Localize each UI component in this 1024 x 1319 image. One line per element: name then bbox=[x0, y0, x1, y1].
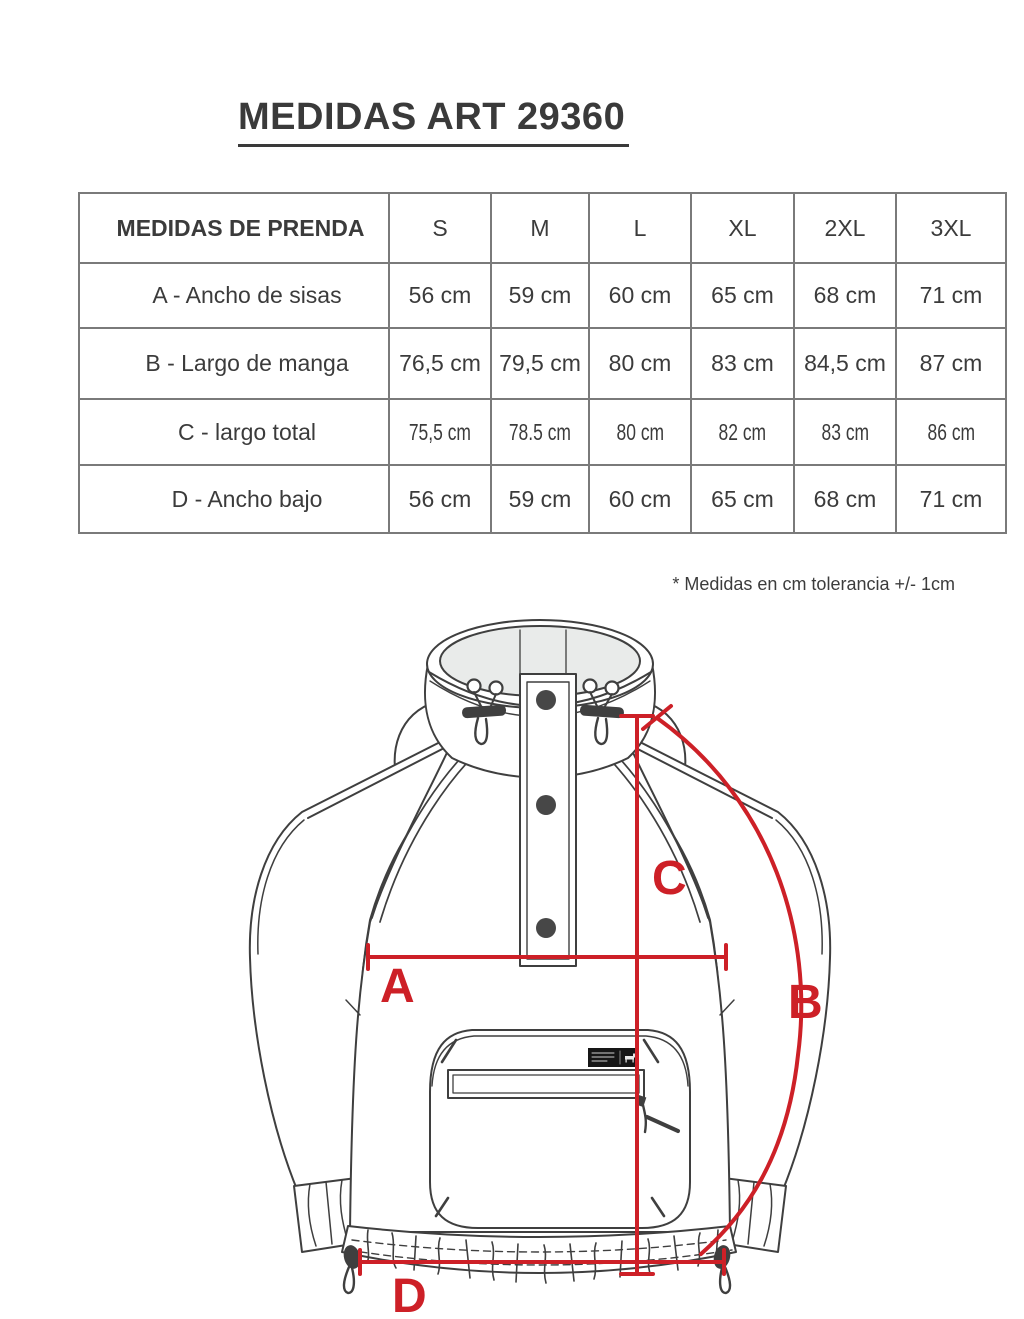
row-a-value-2xl: 68 cm bbox=[794, 263, 896, 328]
snap-button bbox=[536, 918, 556, 938]
row-c-value-xl: 82 cm bbox=[691, 399, 794, 465]
kangaroo-pocket bbox=[430, 1030, 690, 1228]
row-c-value-l: 80 cm bbox=[589, 399, 691, 465]
row-a-label: A - Ancho de sisas bbox=[79, 263, 389, 328]
table-row-b bbox=[79, 328, 1006, 399]
size-header-2xl: 2XL bbox=[794, 193, 896, 263]
garment-diagram bbox=[0, 615, 1024, 1319]
table-row-c bbox=[79, 399, 1006, 465]
page-title: MEDIDAS ART 29360 bbox=[238, 96, 629, 147]
label-a: A bbox=[380, 960, 415, 1013]
row-d-value-m: 59 cm bbox=[491, 465, 589, 533]
row-d-value-xl: 65 cm bbox=[691, 465, 794, 533]
row-d-value-3xl: 71 cm bbox=[896, 465, 1006, 533]
row-d-value-s: 56 cm bbox=[389, 465, 491, 533]
row-d-value-l: 60 cm bbox=[589, 465, 691, 533]
size-header-3xl: 3XL bbox=[896, 193, 1006, 263]
size-header-xl: XL bbox=[691, 193, 794, 263]
placket bbox=[520, 674, 576, 966]
snap-button bbox=[536, 795, 556, 815]
size-header-m: M bbox=[491, 193, 589, 263]
table-row-a bbox=[79, 263, 1006, 328]
pocket-zipper bbox=[448, 1070, 644, 1098]
size-header-s: S bbox=[389, 193, 491, 263]
row-c-value-m: 78.5 cm bbox=[491, 399, 589, 465]
tolerance-footnote: * Medidas en cm tolerancia +/- 1cm bbox=[672, 574, 955, 594]
row-d-label: D - Ancho bajo bbox=[79, 465, 389, 533]
row-d-value-2xl: 68 cm bbox=[794, 465, 896, 533]
row-a-value-m: 59 cm bbox=[491, 263, 589, 328]
row-b-value-xl: 83 cm bbox=[691, 328, 794, 399]
row-c-value-s: 75,5 cm bbox=[389, 399, 491, 465]
table-row-d bbox=[79, 465, 1006, 533]
table-header-row bbox=[79, 193, 1006, 263]
row-b-value-m: 79,5 cm bbox=[491, 328, 589, 399]
size-table bbox=[78, 192, 1007, 534]
row-a-value-l: 60 cm bbox=[589, 263, 691, 328]
row-c-value-3xl: 86 cm bbox=[896, 399, 1006, 465]
table-header-label: MEDIDAS DE PRENDA bbox=[79, 193, 389, 263]
row-b-value-3xl: 87 cm bbox=[896, 328, 1006, 399]
size-header-l: L bbox=[589, 193, 691, 263]
label-b: B bbox=[788, 976, 823, 1029]
label-c: C bbox=[652, 852, 687, 905]
row-a-value-xl: 65 cm bbox=[691, 263, 794, 328]
row-a-value-3xl: 71 cm bbox=[896, 263, 1006, 328]
snap-button bbox=[536, 690, 556, 710]
label-d: D bbox=[392, 1270, 427, 1319]
row-b-value-l: 80 cm bbox=[589, 328, 691, 399]
row-a-value-s: 56 cm bbox=[389, 263, 491, 328]
row-c-label: C - largo total bbox=[79, 399, 389, 465]
row-b-label: B - Largo de manga bbox=[79, 328, 389, 399]
row-c-value-2xl: 83 cm bbox=[794, 399, 896, 465]
row-b-value-2xl: 84,5 cm bbox=[794, 328, 896, 399]
brand-label bbox=[588, 1048, 638, 1067]
row-b-value-s: 76,5 cm bbox=[389, 328, 491, 399]
